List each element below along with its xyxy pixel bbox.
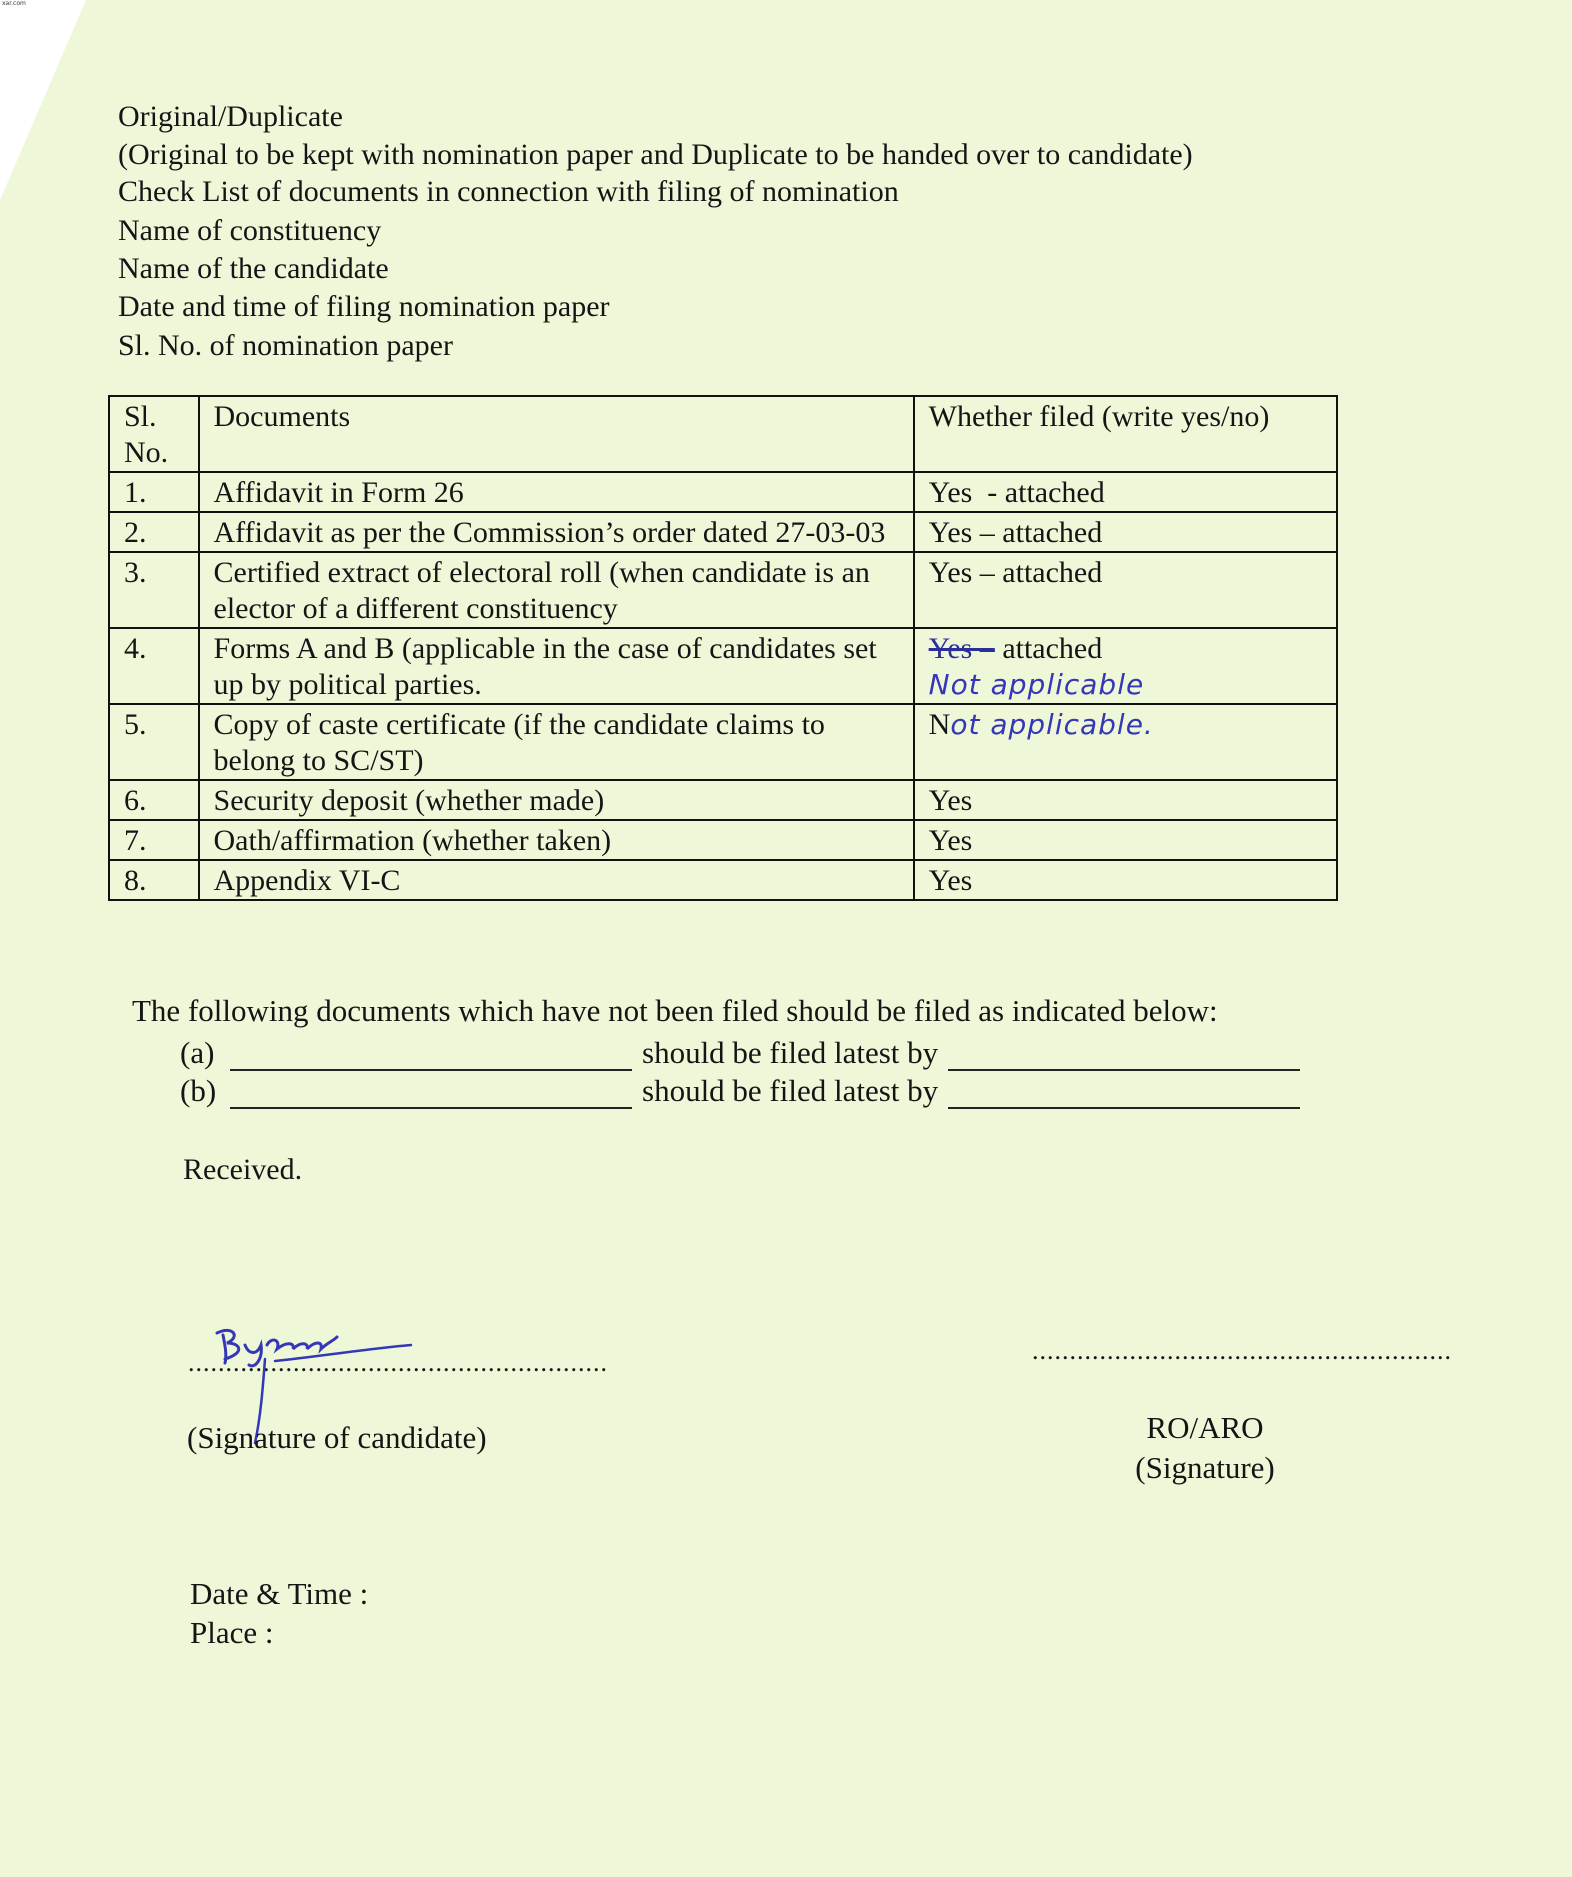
ro-signature-block xyxy=(1120,1408,1290,1488)
row-sl: 2. xyxy=(109,512,199,552)
row-document: Oath/affirmation (whether taken) xyxy=(199,820,914,860)
filed-by-text-a: should be filed latest by xyxy=(642,1035,939,1070)
pending-date-blank-b xyxy=(948,1079,1300,1109)
documents-checklist-table xyxy=(108,395,1338,901)
row-sl: 1. xyxy=(109,472,199,512)
row-document: Forms A and B (applicable in the case of candidates set up by political parties. xyxy=(199,628,914,704)
handwritten-correction: Not applicable xyxy=(928,668,1145,701)
header-whether-filed: Whether filed (write yes/no) xyxy=(914,396,1337,472)
scan-corner-fold xyxy=(0,0,86,200)
table-row xyxy=(109,628,1337,704)
handwritten-correction: ot applicable. xyxy=(950,708,1154,741)
row-sl: 7. xyxy=(109,820,199,860)
table-header-row xyxy=(109,396,1337,472)
header-documents: Documents xyxy=(199,396,914,472)
row-filed: Yes xyxy=(914,860,1337,900)
row-sl: 5. xyxy=(109,704,199,780)
row-sl: 4. xyxy=(109,628,199,704)
struck-out-text: Yes – xyxy=(928,632,995,665)
candidate-name-label: Name of the candidate xyxy=(118,252,389,285)
original-duplicate-note: (Original to be kept with nomination paper and Duplicate to be handed over to candidate) xyxy=(118,138,1193,171)
filed-by-text-b: should be filed latest by xyxy=(642,1073,939,1108)
row-filed: Yes – attached xyxy=(914,552,1337,628)
ro-aro-label: RO/ARO xyxy=(1146,1410,1264,1445)
received-text: Received. xyxy=(183,1153,303,1186)
date-time-label: Date & Time : xyxy=(190,1576,369,1611)
row-filed xyxy=(914,704,1337,780)
row-document: Appendix VI-C xyxy=(199,860,914,900)
filing-date-label: Date and time of filing nomination paper xyxy=(118,290,610,323)
pending-document-blank-a xyxy=(230,1041,632,1071)
pending-document-blank-b xyxy=(230,1079,632,1109)
row-sl: 6. xyxy=(109,780,199,820)
table-row xyxy=(109,512,1337,552)
pending-date-blank-a xyxy=(948,1041,1300,1071)
nomination-serial-label: Sl. No. of nomination paper xyxy=(118,329,453,362)
row-document: Affidavit as per the Commission’s order dated 27-03-03 xyxy=(199,512,914,552)
header-sl-no: Sl. No. xyxy=(109,396,199,472)
place-label: Place : xyxy=(190,1615,274,1650)
table-row xyxy=(109,552,1337,628)
row-document: Certified extract of electoral roll (when candidate is an elector of a different constituency xyxy=(199,552,914,628)
row-sl: 8. xyxy=(109,860,199,900)
table-row xyxy=(109,472,1337,512)
row-filed: Yes xyxy=(914,820,1337,860)
pending-row-b xyxy=(180,1073,1300,1109)
table-row xyxy=(109,860,1337,900)
row-document: Security deposit (whether made) xyxy=(199,780,914,820)
table-row xyxy=(109,820,1337,860)
row-document: Copy of caste certificate (if the candidate claims to belong to SC/ST) xyxy=(199,704,914,780)
pending-row-a xyxy=(180,1035,1300,1071)
row-filed: Yes - attached xyxy=(914,472,1337,512)
row-document: Affidavit in Form 26 xyxy=(199,472,914,512)
ro-signature-line: ........................................................ xyxy=(1032,1336,1452,1365)
checklist-heading: Check List of documents in connection with filing of nomination xyxy=(118,175,899,208)
ro-signature-label: (Signature) xyxy=(1135,1450,1275,1485)
table-row xyxy=(109,704,1337,780)
watermark-text: xar.com xyxy=(2,0,26,7)
pending-documents-note: The following documents which have not been filed should be filed as indicated below: xyxy=(132,993,1218,1028)
filed-attached-text: attached xyxy=(1002,632,1103,665)
constituency-label: Name of constituency xyxy=(118,214,382,247)
pending-label-a: (a) xyxy=(180,1035,215,1070)
table-row xyxy=(109,780,1337,820)
candidate-signature-line: ........................................................ xyxy=(188,1348,608,1377)
pending-label-b: (b) xyxy=(180,1073,217,1108)
row-filed: Yes – attached xyxy=(914,512,1337,552)
candidate-signature-label: (Signature of candidate) xyxy=(187,1420,487,1455)
original-duplicate-title: Original/Duplicate xyxy=(118,100,343,133)
row-filed xyxy=(914,628,1337,704)
row-sl: 3. xyxy=(109,552,199,628)
filed-prefix-text: N xyxy=(928,708,951,741)
row-filed: Yes xyxy=(914,780,1337,820)
